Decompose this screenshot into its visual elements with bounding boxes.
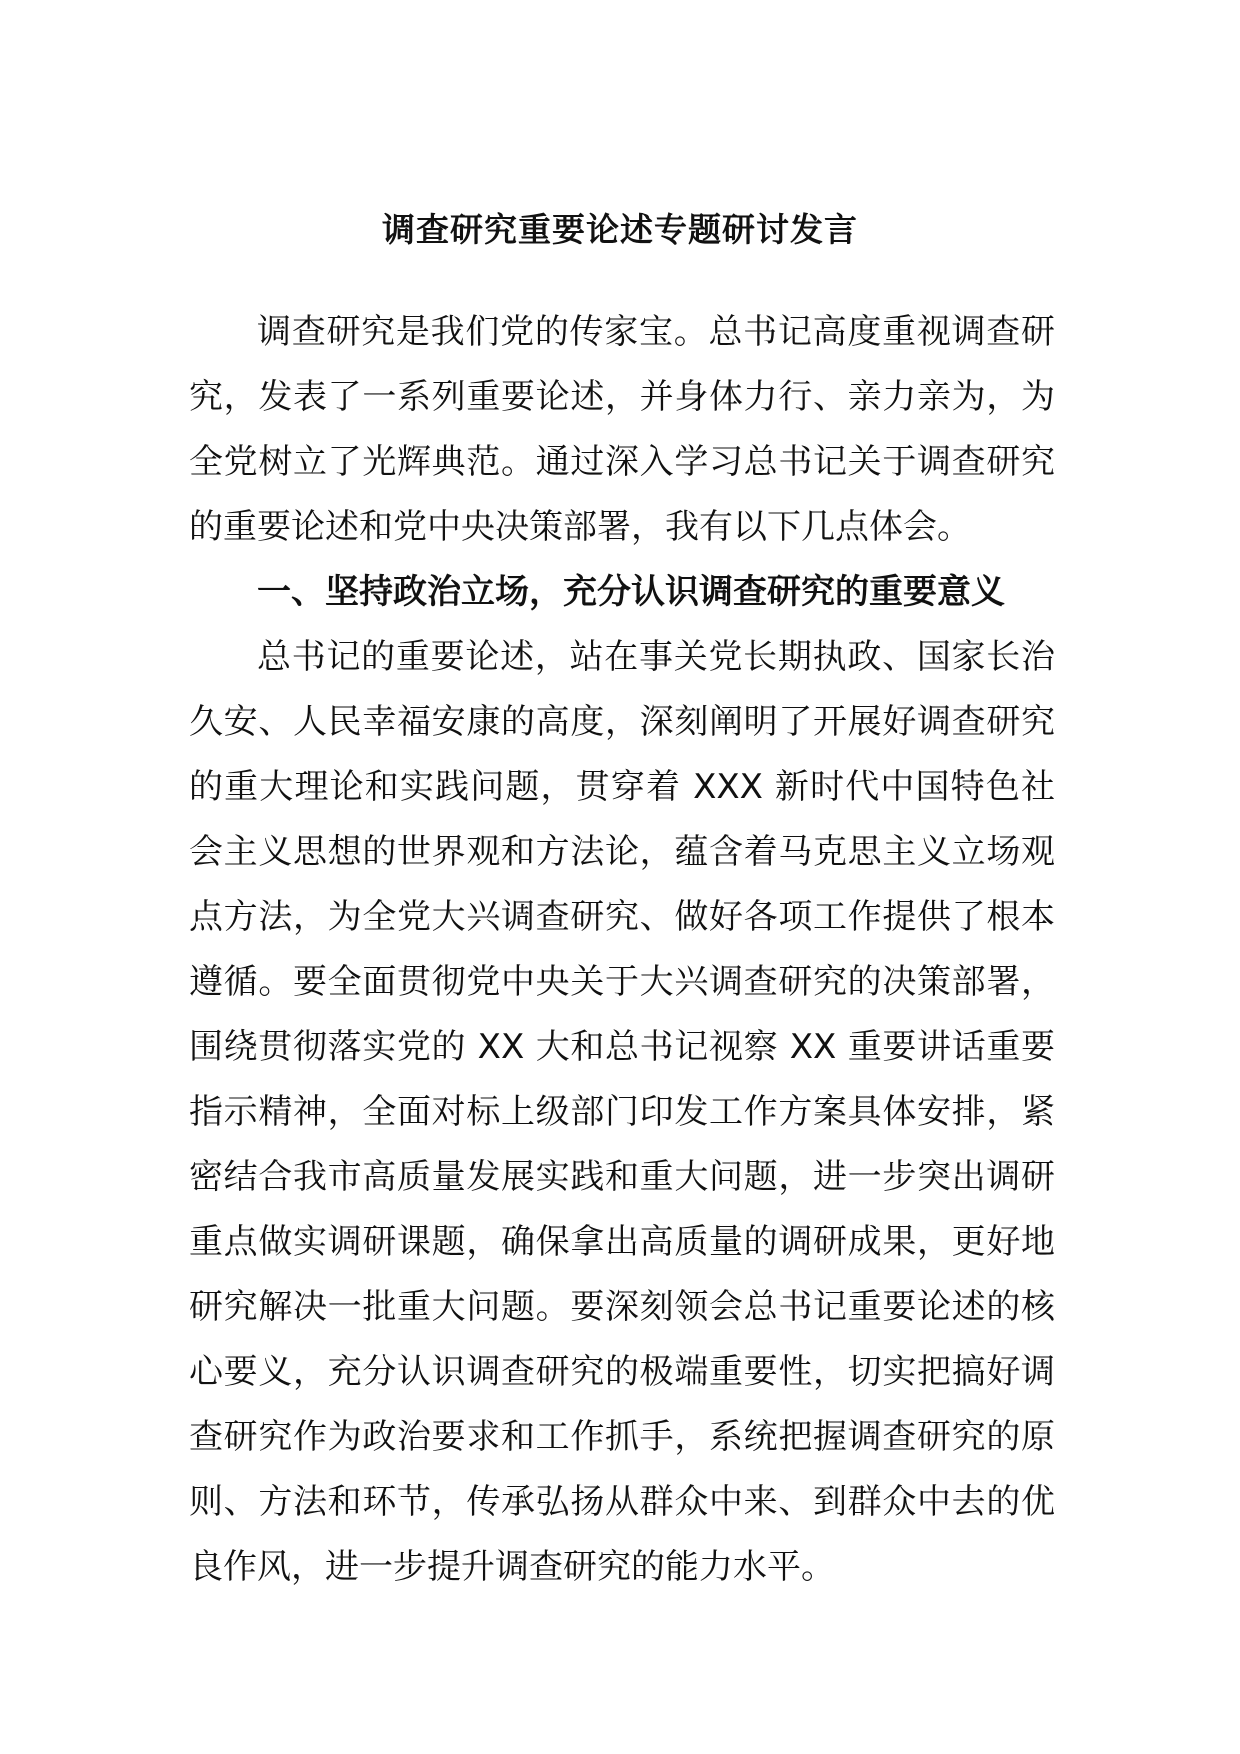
section-heading-1: 一、坚持政治立场，充分认识调查研究的重要意义 bbox=[257, 572, 1005, 612]
section-paragraph-1: 总书记的重要论述，站在事关党长期执政、国家长治久安、人民幸福安康的高度，深刻阐明了开展好调查研究的重大理论和实践问题，贯穿着 XXX 新时代中国特色社会主义思想的世界观和方法论，蕴含着马克思主义立场观点方法，为全党大兴调查研究、做好各项工作提供了根本遵循。要全面贯彻党中央关于大兴调查研究的决策部署，围绕贯彻落实党的 XX 大和总书记视察 XX 重要讲话重要指示精神，全面对标上级部门印发工作方案具体安排，紧密结合我市高质量发展实践和重大问题，进一步突出调研重点做实调研课题，确保拿出高质量的调研成果，更好地研究解决一批重大问题。要深刻领会总书记重要论述的核心要义，充分认识调查研究的极端重要性，切实把搞好调查研究作为政治要求和工作抓手，系统把握调查研究的原则、方法和环节，传承弘扬从群众中来、到群众中去的优良作风，进一步提升调查研究的能力水平。 bbox=[189, 637, 1055, 1587]
intro-paragraph: 调查研究是我们党的传家宝。总书记高度重视调查研究，发表了一系列重要论述，并身体力行、亲力亲为，为全党树立了光辉典范。通过深入学习总书记关于调查研究的重要论述和党中央决策部署，我有以下几点体会。 bbox=[189, 312, 1055, 547]
document-body bbox=[189, 300, 1055, 1600]
document-title: 调查研究重要论述专题研讨发言 bbox=[382, 210, 858, 249]
